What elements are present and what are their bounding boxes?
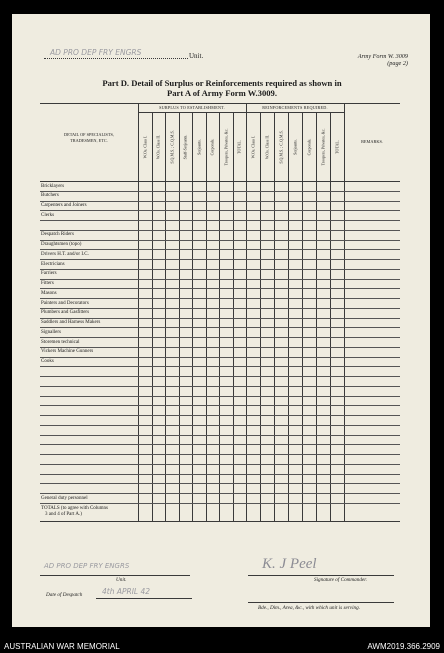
footer-unit-label: Unit. — [116, 577, 127, 583]
surplus-column-header: Corporals. — [209, 138, 215, 155]
table-row — [40, 483, 400, 484]
table-row — [40, 308, 400, 309]
page-reference: (page 2) — [387, 60, 408, 67]
caption-institution: AUSTRALIAN WAR MEMORIAL — [4, 642, 120, 651]
table-row — [40, 366, 400, 367]
group-divider — [246, 103, 247, 521]
reinforcement-column-header: TOTAL. — [334, 139, 340, 154]
totals-label-line-1: TOTALS (to agree with Columns — [41, 505, 108, 511]
table-row — [40, 493, 400, 494]
commander-signature: K. J Peel — [262, 556, 317, 572]
reinforcement-column-header: Troopers, Privates, &c. — [320, 127, 326, 166]
reinforcement-column-header: Serjeants. — [292, 138, 298, 155]
table-row — [40, 318, 400, 319]
table-row — [40, 503, 400, 504]
reinforcements-group-header: REINFORCEMENTS REQUIRED. — [262, 105, 328, 110]
table-row — [40, 347, 400, 348]
row-label: Despatch Riders — [41, 232, 74, 238]
totals-label-line-2: 3 and 4 of Part A.) — [45, 511, 82, 517]
surplus-column-divider — [165, 112, 166, 521]
totals-bottom-border — [40, 521, 400, 522]
detail-column-header: DETAIL OF SPECIALISTS, TRADESMEN, ETC. — [64, 132, 114, 143]
surplus-group-header: SURPLUS TO ESTABLISHMENT. — [159, 105, 225, 110]
table-row — [40, 435, 400, 436]
reinforcement-column-divider — [288, 112, 289, 521]
row-label: Butchers — [41, 193, 59, 199]
section-title — [40, 78, 404, 98]
form-reference — [358, 53, 408, 67]
form-number: Army Form W. 3009 — [357, 53, 408, 60]
surplus-column-header: Troopers, Privates, &c. — [223, 127, 229, 166]
table-row — [40, 405, 400, 406]
date-of-despatch-value: 4th APRIL 42 — [102, 587, 151, 596]
table-row — [40, 259, 400, 260]
surplus-column-header: Serjeants. — [196, 138, 202, 155]
reinforcement-column-header: Corporals. — [306, 138, 312, 155]
row-label: Masons — [41, 290, 57, 296]
detail-column-divider — [138, 103, 139, 521]
table-row — [40, 298, 400, 299]
row-label: Farriers — [41, 271, 57, 277]
row-label: Vickers Machine Gunners — [41, 349, 94, 355]
remarks-header: REMARKS. — [361, 139, 383, 144]
table-row — [40, 396, 400, 397]
table-row — [40, 191, 400, 192]
table-row — [40, 210, 400, 211]
row-label: Plumbers and Gasfitters — [41, 310, 90, 316]
row-label: Saddlers and Harness Makers — [41, 320, 101, 325]
reinforcement-column-header: S.Q.M.S. ; C.Q.M.S. — [278, 129, 284, 164]
table-row — [40, 376, 400, 377]
table-row — [40, 230, 400, 231]
surplus-column-header: W.Os. Class I. — [142, 135, 148, 158]
reinforcement-column-divider — [260, 112, 261, 521]
table-row — [40, 201, 400, 202]
surplus-column-header: W.Os. Class II. — [155, 134, 161, 159]
row-label: Clerks — [41, 212, 55, 218]
row-label: Carpenters and Joiners — [41, 203, 87, 208]
date-underline — [96, 598, 192, 599]
table-row — [40, 269, 400, 270]
surplus-column-divider — [219, 112, 220, 521]
signature-label: Signature of Commander. — [314, 577, 367, 583]
table-row — [40, 249, 400, 250]
row-label: Drivers H.T. and/or I.C. — [41, 251, 89, 257]
row-label: Storemen technical — [41, 339, 80, 345]
table-row — [40, 337, 400, 338]
remarks-column-divider — [344, 103, 345, 521]
row-label: Fitters — [41, 281, 54, 286]
surplus-column-divider — [233, 112, 234, 521]
reinforcement-column-divider — [316, 112, 317, 521]
reinforcement-column-divider — [330, 112, 331, 521]
surplus-column-header: TOTAL. — [236, 139, 242, 154]
table-row — [40, 240, 400, 241]
column-header-bottom — [40, 181, 400, 182]
row-label: Bricklayers — [41, 183, 65, 189]
table-row — [40, 220, 400, 221]
reinforcement-column-divider — [302, 112, 303, 521]
formation-underline — [248, 602, 394, 603]
table-row — [40, 288, 400, 289]
unit-handwritten: AD PRO DEP FRY ENGRS — [50, 48, 142, 57]
title-line-2: Part A of Army Form W.3009. — [166, 88, 278, 98]
row-label: Cooks — [41, 359, 54, 364]
surplus-column-divider — [192, 112, 193, 521]
table-row — [40, 464, 400, 465]
unit-underline — [44, 58, 188, 59]
surplus-column-divider — [206, 112, 207, 521]
table-row — [40, 425, 400, 426]
date-of-despatch-label: Date of Despatch — [46, 592, 83, 598]
group-header-line — [138, 112, 344, 113]
unit-label: Unit. — [189, 52, 204, 60]
row-label: General duty personnel — [41, 495, 88, 501]
row-label: Draughtsmen (topo) — [41, 242, 82, 247]
surplus-column-divider — [152, 112, 153, 521]
footer-unit-underline — [40, 575, 190, 576]
caption-accession-number: AWM2019.366.2909 — [367, 642, 440, 651]
table-row — [40, 454, 400, 455]
table-row — [40, 474, 400, 475]
row-label: Signallers — [41, 329, 61, 335]
title-line-1: Part D. Detail of Surplus or Reinforcements required as shown in — [102, 78, 342, 88]
table-row — [40, 357, 400, 358]
reinforcement-column-header: W.Os. Class I. — [250, 135, 256, 158]
row-label: Electricians — [41, 261, 65, 267]
row-label: Painters and Decorators — [41, 300, 89, 306]
formation-label: Bde., Dim., Area, &c., with which unit is serving. — [258, 605, 361, 611]
signature-underline — [248, 575, 394, 576]
table-top-border — [40, 103, 400, 104]
surplus-column-header: Staff-Serjeants. — [182, 134, 188, 159]
surplus-column-divider — [179, 112, 180, 521]
table-row — [40, 279, 400, 280]
table-row — [40, 327, 400, 328]
surplus-column-header: S.Q.M.S. ; C.Q.M.S. — [169, 129, 175, 164]
reinforcement-column-divider — [274, 112, 275, 521]
reinforcement-column-header: W.Os. Class II. — [264, 134, 270, 159]
table-row — [40, 415, 400, 416]
table-row — [40, 386, 400, 387]
table-row — [40, 444, 400, 445]
footer-unit-handwritten: AD PRO DEP FRY ENGRS — [44, 562, 130, 570]
